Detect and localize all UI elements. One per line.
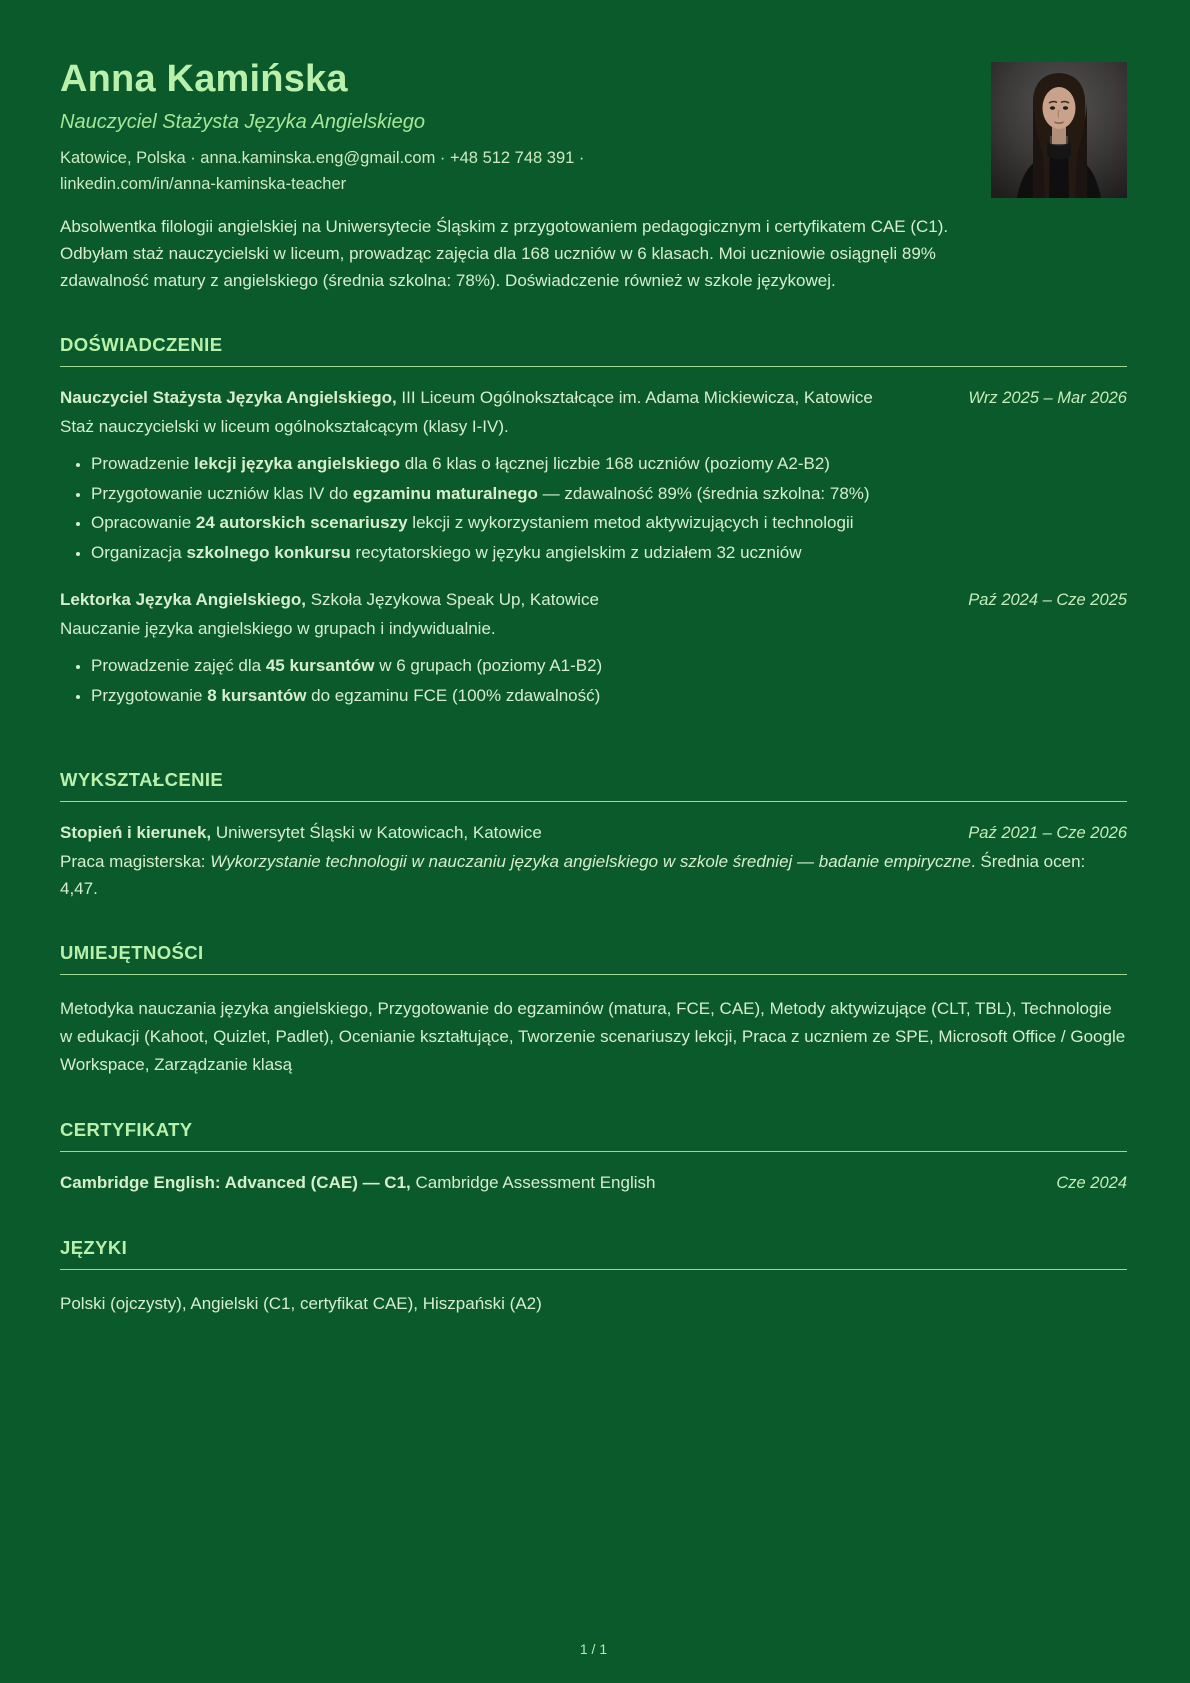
bullet-item <box>91 481 1127 508</box>
contact-line-1: Katowice, Polska · anna.kaminska.eng@gmail.com · +48 512 748 391 · <box>60 148 585 167</box>
text-segment: w 6 grupach (poziomy A1-B2) <box>374 656 603 675</box>
bullet-item <box>91 653 1127 680</box>
text-segment: egzaminu maturalnego <box>352 483 538 503</box>
section-experience <box>60 294 1127 729</box>
school-name: Uniwersytet Śląski w Katowicach, Katowice <box>211 823 542 842</box>
entry-title <box>60 819 944 846</box>
header-text <box>60 58 584 197</box>
contact-line-2: linkedin.com/in/anna-kaminska-teacher <box>60 174 347 193</box>
text-segment: 45 kursantów <box>265 656 375 675</box>
text-segment: dla 6 klas o łącznej liczbie 168 uczniów (poziomy A2-B2) <box>400 454 830 473</box>
skills-text: Metodyka nauczania języka angielskiego, Przygotowanie do egzaminów (matura, FCE, CAE), Metody aktywizujące (CLT, TBL), Technologie w edukacji (Kahoot, Quizlet, Padlet), Ocenianie kształtujące, Tworzenie scenariuszy lekcji, Praca z uczniem ze SPE, Microsoft Office / Google Workspace, Zarządzanie klasą <box>60 999 1126 1074</box>
certificate-entry <box>60 1169 1127 1197</box>
job-title: Nauczyciel Stażysta Języka Angielskiego <box>60 110 425 133</box>
entry-bullets <box>60 653 1127 709</box>
text-segment: — zdawalność 89% (średnia szkolna: 78%) <box>537 483 870 503</box>
text-segment: Wykorzystanie technologii w nauczaniu języka angielskiego w szkole średniej — badanie empiryczne <box>210 852 971 871</box>
portrait-illustration <box>991 62 1127 198</box>
section-title-skills: UMIEJĘTNOŚCI <box>60 942 1127 975</box>
text-segment: Organizacja <box>91 542 187 562</box>
entry-header <box>60 586 1127 614</box>
text-segment: Prowadzenie zajęć dla <box>91 656 266 675</box>
entry-dates: Wrz 2025 – Mar 2026 <box>968 389 1127 407</box>
entry-bullets <box>60 451 1127 566</box>
entry-dates: Paź 2021 – Cze 2026 <box>968 824 1127 842</box>
section-title-certificates: CERTYFIKATY <box>60 1119 1127 1152</box>
bullet-item <box>91 510 1127 537</box>
text-segment: . Średnia ocen: 4,47. <box>60 852 1086 898</box>
entry-title <box>60 586 944 613</box>
page-indicator: 1 / 1 <box>579 1641 608 1657</box>
text-segment: Praca magisterska: <box>60 852 211 871</box>
text-segment: Prowadzenie <box>91 454 195 473</box>
text-segment: 24 autorskich scenariuszy <box>195 513 408 532</box>
entry-title <box>60 1169 1032 1196</box>
section-languages <box>60 1197 1127 1318</box>
languages-text: Polski (ojczysty), Angielski (C1, certyfikat CAE), Hiszpański (A2) <box>60 1294 542 1313</box>
entry-description: Staż nauczycielski w liceum ogólnokształcącym (klasy I-IV). <box>60 417 509 436</box>
entry-header <box>60 819 1127 847</box>
text-segment: lekcji języka angielskiego <box>194 454 401 473</box>
text-segment: Opracowanie <box>91 513 196 532</box>
text-segment: 8 kursantów <box>207 685 307 705</box>
entry-org: III Liceum Ogólnokształcące im. Adama Mickiewicza, Katowice <box>396 388 873 407</box>
section-title-experience: DOŚWIADCZENIE <box>60 334 1127 367</box>
entry-header <box>60 384 1127 412</box>
entry-role: Lektorka Języka Angielskiego, <box>60 590 306 609</box>
entry-title <box>60 384 944 411</box>
text-segment: szkolnego konkursu <box>186 542 351 562</box>
text-segment: Przygotowanie uczniów klas IV do <box>91 483 353 503</box>
text-segment: recytatorskiego w języku angielskim z udziałem 32 uczniów <box>350 542 802 562</box>
bullet-item <box>91 451 1127 478</box>
certificate-issuer: Cambridge Assessment English <box>410 1173 656 1192</box>
profile-photo <box>991 62 1127 198</box>
entry-org: Szkoła Językowa Speak Up, Katowice <box>305 590 599 609</box>
certificate-name: Cambridge English: Advanced (CAE) — C1, <box>60 1173 411 1192</box>
bullet-item <box>91 540 1127 567</box>
section-title-languages: JĘZYKI <box>60 1237 1127 1270</box>
entry-role: Nauczyciel Stażysta Języka Angielskiego, <box>60 388 397 407</box>
profile-summary: Absolwentka filologii angielskiej na Uniwersytecie Śląskim z przygotowaniem pedagogicznym i certyfikatem CAE (C1). Odbyłam staż nauczycielski w liceum, prowadząc zajęcia dla 168 uczniów w 6 klasach. Moi uczniowie osiągnęli 89% zdawalność matury z angielskiego (średnia szkolna: 78%). Doświadczenie również w szkole językowej. <box>60 217 949 290</box>
bullet-item <box>91 683 1127 710</box>
entry-description: Nauczanie języka angielskiego w grupach i indywidualnie. <box>60 619 496 638</box>
text-segment: do egzaminu FCE (100% zdawalność) <box>306 685 601 705</box>
text-segment: lekcji z wykorzystaniem metod aktywizujących i technologii <box>407 513 854 532</box>
text-segment: Przygotowanie <box>91 685 208 705</box>
section-education <box>60 729 1127 902</box>
resume-header <box>60 58 1127 198</box>
experience-entry <box>60 384 1127 566</box>
experience-entry <box>60 586 1127 709</box>
section-certificates <box>60 1079 1127 1197</box>
thesis-line <box>60 848 1127 902</box>
section-title-education: WYKSZTAŁCENIE <box>60 769 1127 802</box>
education-entry <box>60 819 1127 902</box>
entry-dates: Paź 2024 – Cze 2025 <box>968 591 1127 609</box>
section-skills <box>60 902 1127 1079</box>
person-name: Anna Kamińska <box>60 58 348 100</box>
entry-dates: Cze 2024 <box>1056 1174 1127 1192</box>
degree-label: Stopień i kierunek, <box>60 823 212 842</box>
